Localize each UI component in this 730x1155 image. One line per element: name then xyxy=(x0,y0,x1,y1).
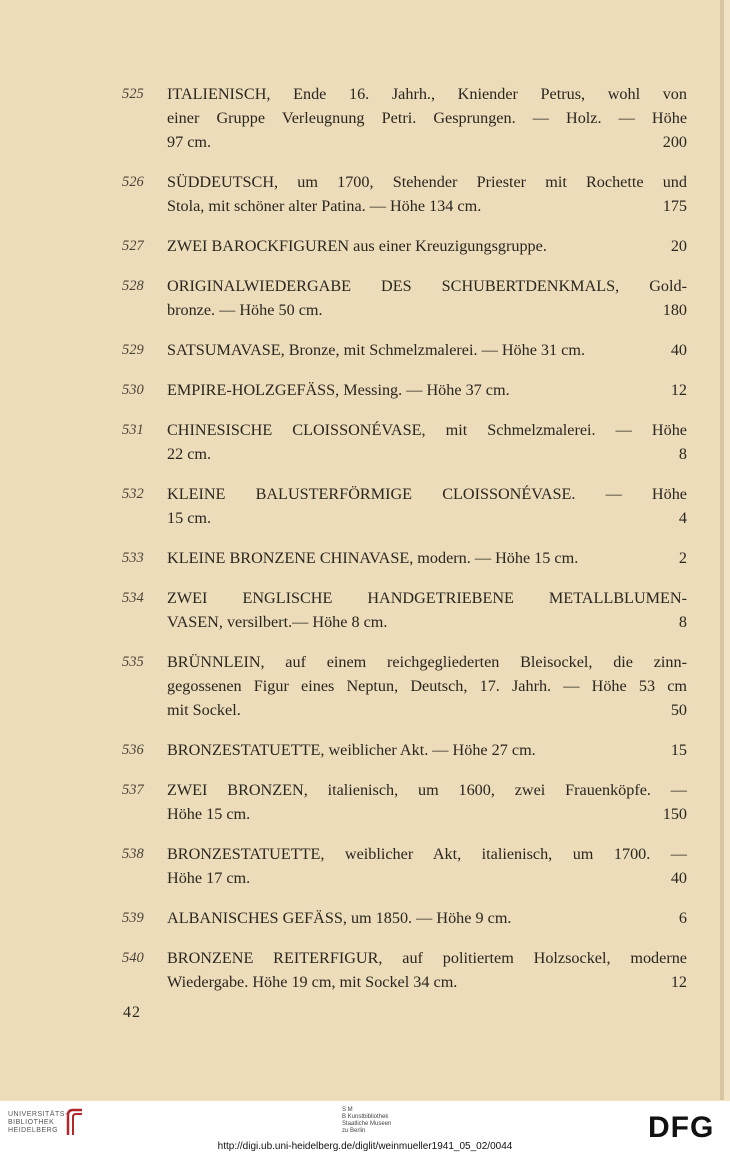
lot-number: 530 xyxy=(122,382,144,398)
catalog-entry xyxy=(122,338,687,362)
entry-last-line xyxy=(167,194,687,218)
lot-number: 535 xyxy=(122,654,144,670)
catalog-entry xyxy=(122,170,687,218)
lot-price: 4 xyxy=(678,509,687,527)
lot-number: 540 xyxy=(122,950,144,966)
catalog-entry xyxy=(122,418,687,466)
catalog-entry xyxy=(122,378,687,402)
entry-text-line: 15 cm. xyxy=(167,509,212,527)
entry-text-line: SATSUMAVASE, Bronze, mit Schmelzmalerei. — Höhe 31 cm. xyxy=(167,341,585,359)
lot-number: 533 xyxy=(122,550,144,566)
catalog-entry xyxy=(122,778,687,826)
lot-price: 12 xyxy=(670,973,687,991)
lot-number: 527 xyxy=(122,238,144,254)
entry-list xyxy=(0,82,720,1010)
source-url-link[interactable]: http://digi.ub.uni-heidelberg.de/diglit/weinmueller1941_05_02/0044 xyxy=(217,1141,513,1152)
catalog-entry xyxy=(122,650,687,722)
catalog-entry xyxy=(122,234,687,258)
lot-number: 528 xyxy=(122,278,144,294)
dfg-logo: DFG xyxy=(648,1111,715,1144)
entry-text-line: Höhe 17 cm. xyxy=(167,869,251,887)
entry-last-line xyxy=(167,866,687,890)
entry-last-line xyxy=(167,802,687,826)
catalog-entry xyxy=(122,482,687,530)
entry-text-line: BRONZESTATUETTE, weiblicher Akt, italienisch, um 1700. — xyxy=(167,845,687,863)
lot-number: 538 xyxy=(122,846,144,862)
entry-text-line: KLEINE BRONZENE CHINAVASE, modern. — Höhe 15 cm. xyxy=(167,549,579,567)
entry-last-line xyxy=(167,906,687,930)
entry-text-line: 97 cm. xyxy=(167,133,212,151)
catalog-entry xyxy=(122,82,687,154)
entry-text-line: VASEN, versilbert.— Höhe 8 cm. xyxy=(167,613,388,631)
catalog-entry xyxy=(122,546,687,570)
catalog-entry xyxy=(122,274,687,322)
lot-price: 20 xyxy=(670,237,687,255)
catalog-entry xyxy=(122,906,687,930)
entry-last-line xyxy=(167,234,687,258)
entry-text-line: BRONZESTATUETTE, weiblicher Akt. — Höhe 27 cm. xyxy=(167,741,536,759)
lot-price: 50 xyxy=(670,701,687,719)
entry-text-line: ALBANISCHES GEFÄSS, um 1850. — Höhe 9 cm. xyxy=(167,909,512,927)
lot-price: 150 xyxy=(662,805,687,823)
entry-text-line: Stola, mit schöner alter Patina. — Höhe 134 cm. xyxy=(167,197,482,215)
entry-text-line: SÜDDEUTSCH, um 1700, Stehender Priester mit Rochette und xyxy=(167,173,687,191)
lot-price: 6 xyxy=(678,909,687,927)
lot-number: 531 xyxy=(122,422,144,438)
entry-text-line: BRÜNNLEIN, auf einem reichgegliederten Bleisockel, die zinn- xyxy=(167,653,687,671)
lot-number: 537 xyxy=(122,782,144,798)
lot-number: 534 xyxy=(122,590,144,606)
entry-text-line: bronze. — Höhe 50 cm. xyxy=(167,301,323,319)
lot-price: 8 xyxy=(678,445,687,463)
entry-text-line: gegossenen Figur eines Neptun, Deutsch, 17. Jahrh. — Höhe 53 cm xyxy=(167,677,687,695)
catalog-entry xyxy=(122,586,687,634)
entry-text-line: EMPIRE-HOLZGEFÄSS, Messing. — Höhe 37 cm. xyxy=(167,381,510,399)
entry-text-line: KLEINE BALUSTERFÖRMIGE CLOISSONÉVASE. — Höhe xyxy=(167,485,687,503)
lot-number: 525 xyxy=(122,86,144,102)
entry-last-line xyxy=(167,130,687,154)
entry-text-line: ZWEI ENGLISCHE HANDGETRIEBENE METALLBLUMEN- xyxy=(167,589,687,607)
lot-price: 2 xyxy=(678,549,687,567)
lot-number: 529 xyxy=(122,342,144,358)
lot-number: 539 xyxy=(122,910,144,926)
lot-number: 536 xyxy=(122,742,144,758)
lot-price: 40 xyxy=(670,341,687,359)
lot-price: 175 xyxy=(662,197,687,215)
lot-price: 200 xyxy=(662,133,687,151)
entry-text-line: Wiedergabe. Höhe 19 cm, mit Sockel 34 cm. xyxy=(167,973,458,991)
entry-text-line: ITALIENISCH, Ende 16. Jahrh., Kniender Petrus, wohl von xyxy=(167,85,687,103)
entry-last-line xyxy=(167,338,687,362)
page-number: 42 xyxy=(123,1004,141,1021)
lot-price: 12 xyxy=(670,381,687,399)
entry-last-line xyxy=(167,610,687,634)
catalog-entry xyxy=(122,842,687,890)
entry-text-line: ORIGINALWIEDERGABE DES SCHUBERTDENKMALS, Gold- xyxy=(167,277,687,295)
lot-price: 15 xyxy=(670,741,687,759)
entry-last-line xyxy=(167,698,687,722)
entry-text-line: ZWEI BAROCKFIGUREN aus einer Kreuzigungsgruppe. xyxy=(167,237,547,255)
library-logo-icon xyxy=(64,1107,86,1137)
lot-number: 532 xyxy=(122,486,144,502)
entry-text-line: 22 cm. xyxy=(167,445,212,463)
lot-price: 40 xyxy=(670,869,687,887)
entry-last-line xyxy=(167,378,687,402)
entry-last-line xyxy=(167,970,687,994)
footer-bar xyxy=(0,1101,730,1155)
entry-text-line: einer Gruppe Verleugnung Petri. Gesprungen. — Holz. — Höhe xyxy=(167,109,687,127)
entry-text-line: mit Sockel. xyxy=(167,701,241,719)
entry-text-line: Höhe 15 cm. xyxy=(167,805,251,823)
lot-price: 8 xyxy=(678,613,687,631)
lot-price: 180 xyxy=(662,301,687,319)
entry-last-line xyxy=(167,298,687,322)
library-name: UNIVERSITÄTS- BIBLIOTHEK HEIDELBERG xyxy=(8,1111,68,1134)
catalog-entry xyxy=(122,946,687,994)
entry-text-line: CHINESISCHE CLOISSONÉVASE, mit Schmelzmalerei. — Höhe xyxy=(167,421,687,439)
lot-number: 526 xyxy=(122,174,144,190)
entry-last-line xyxy=(167,506,687,530)
entry-last-line xyxy=(167,546,687,570)
catalog-entry xyxy=(122,738,687,762)
entry-text-line: ZWEI BRONZEN, italienisch, um 1600, zwei Frauenköpfe. — xyxy=(167,781,687,799)
entry-text-line: BRONZENE REITERFIGUR, auf politiertem Holzsockel, moderne xyxy=(167,949,687,967)
museum-logo: S M B Kunstbibliothek Staatliche Museen zu Berlin xyxy=(342,1107,392,1134)
entry-last-line xyxy=(167,442,687,466)
entry-last-line xyxy=(167,738,687,762)
